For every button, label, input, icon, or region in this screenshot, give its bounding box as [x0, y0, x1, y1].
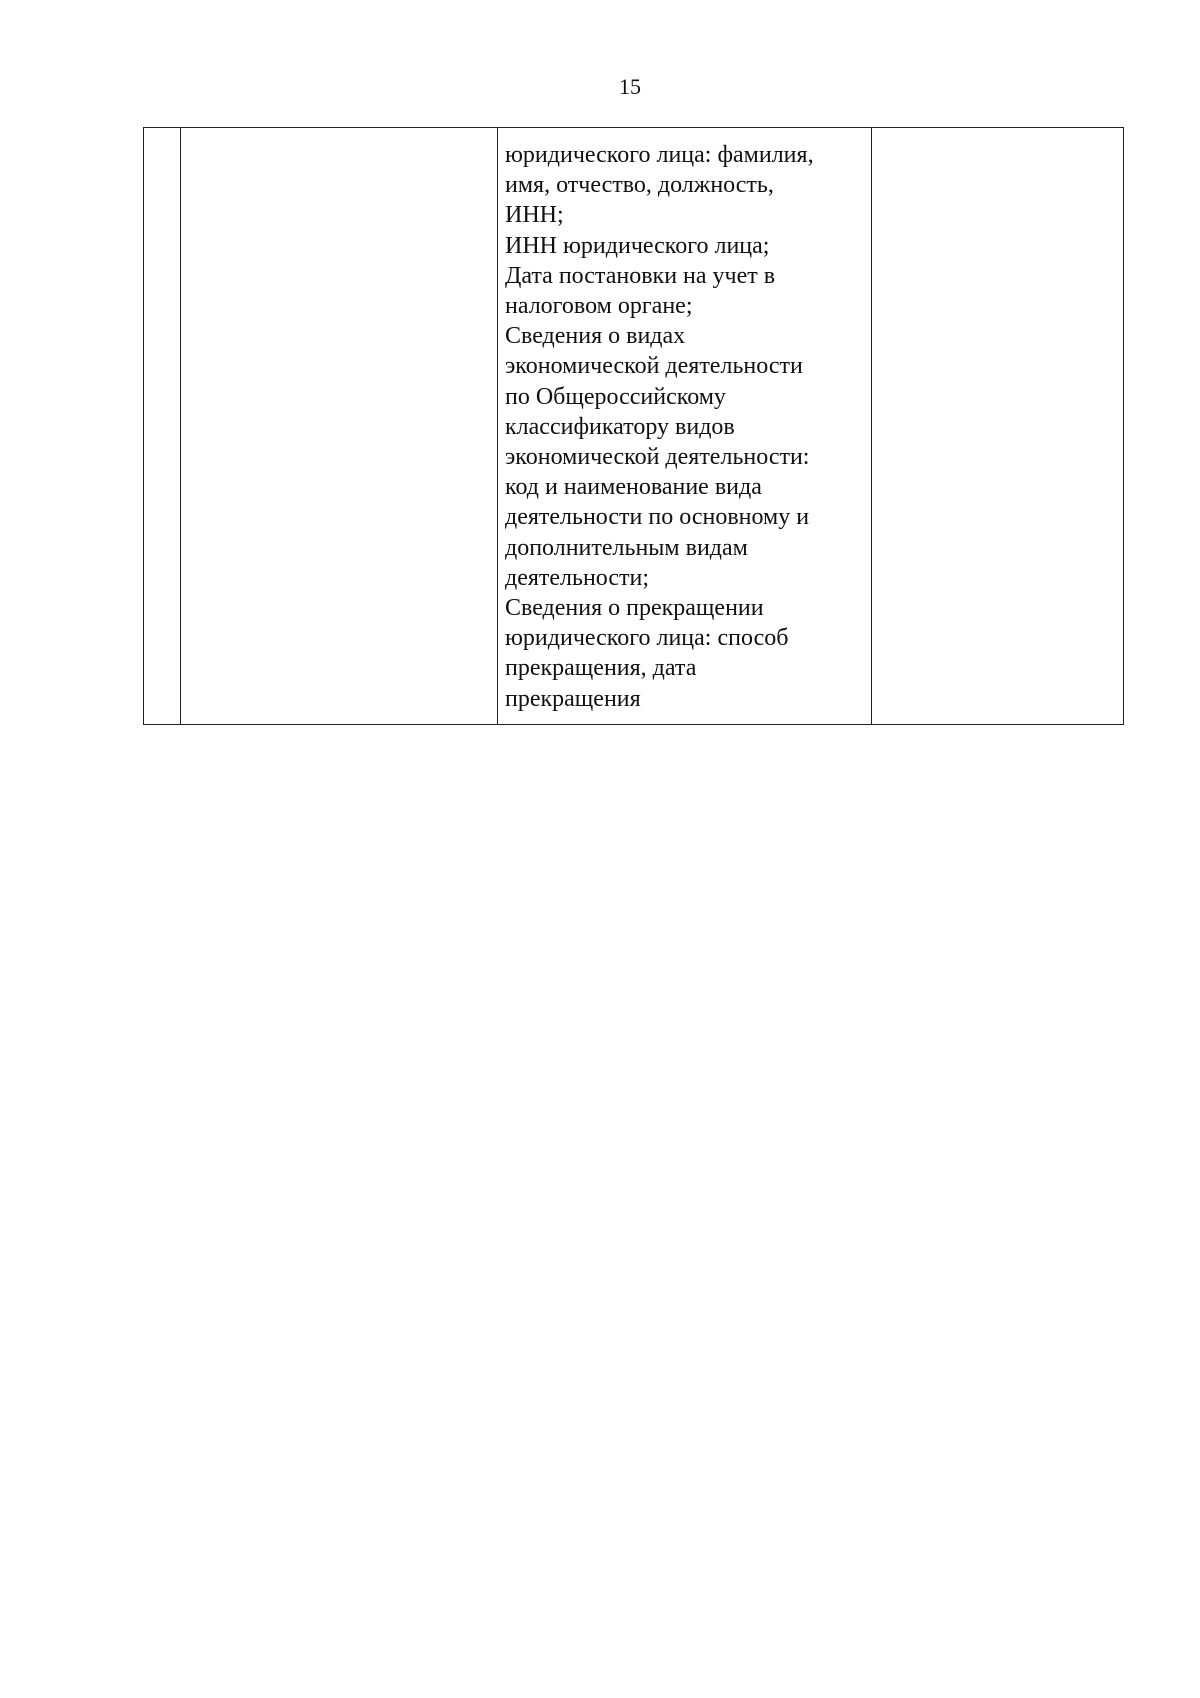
data-cell-line: прекращения, дата [505, 655, 697, 682]
data-cell-line: налоговом органе; [505, 293, 693, 320]
table-row [144, 128, 1124, 725]
data-cell-line: ИНН; [505, 202, 564, 229]
data-cell-line: Сведения о прекращении [505, 595, 764, 622]
data-cell-line: юридического лица: способ [505, 625, 789, 652]
data-cell-line: классификатору видов [505, 413, 735, 440]
data-cell-line: код и наименование вида [505, 474, 762, 501]
data-cell-line: прекращения [505, 685, 641, 712]
data-cell-line: экономической деятельности [505, 353, 803, 380]
row-number-cell [144, 128, 181, 725]
row-note-cell [872, 128, 1124, 725]
data-cell-line: Дата постановки на учет в [505, 262, 776, 289]
data-cell-line: экономической деятельности: [505, 444, 810, 471]
data-cell-line: Сведения о видах [505, 323, 686, 350]
data-cell-line: деятельности; [505, 564, 650, 591]
data-cell-line: ИНН юридического лица; [505, 232, 770, 259]
page-number: 15 [619, 74, 641, 99]
data-cell-line: имя, отчество, должность, [505, 172, 774, 199]
data-cell-line: по Общероссийскому [505, 383, 726, 410]
continuation-table [143, 127, 1124, 725]
data-cell-line: юридического лица: фамилия, [505, 142, 814, 168]
data-cell-line: дополнительным видам [505, 534, 748, 561]
row-data-cell [498, 128, 872, 725]
row-name-cell [181, 128, 498, 725]
data-cell-text [498, 128, 871, 720]
data-cell-line: деятельности по основному и [505, 504, 810, 531]
